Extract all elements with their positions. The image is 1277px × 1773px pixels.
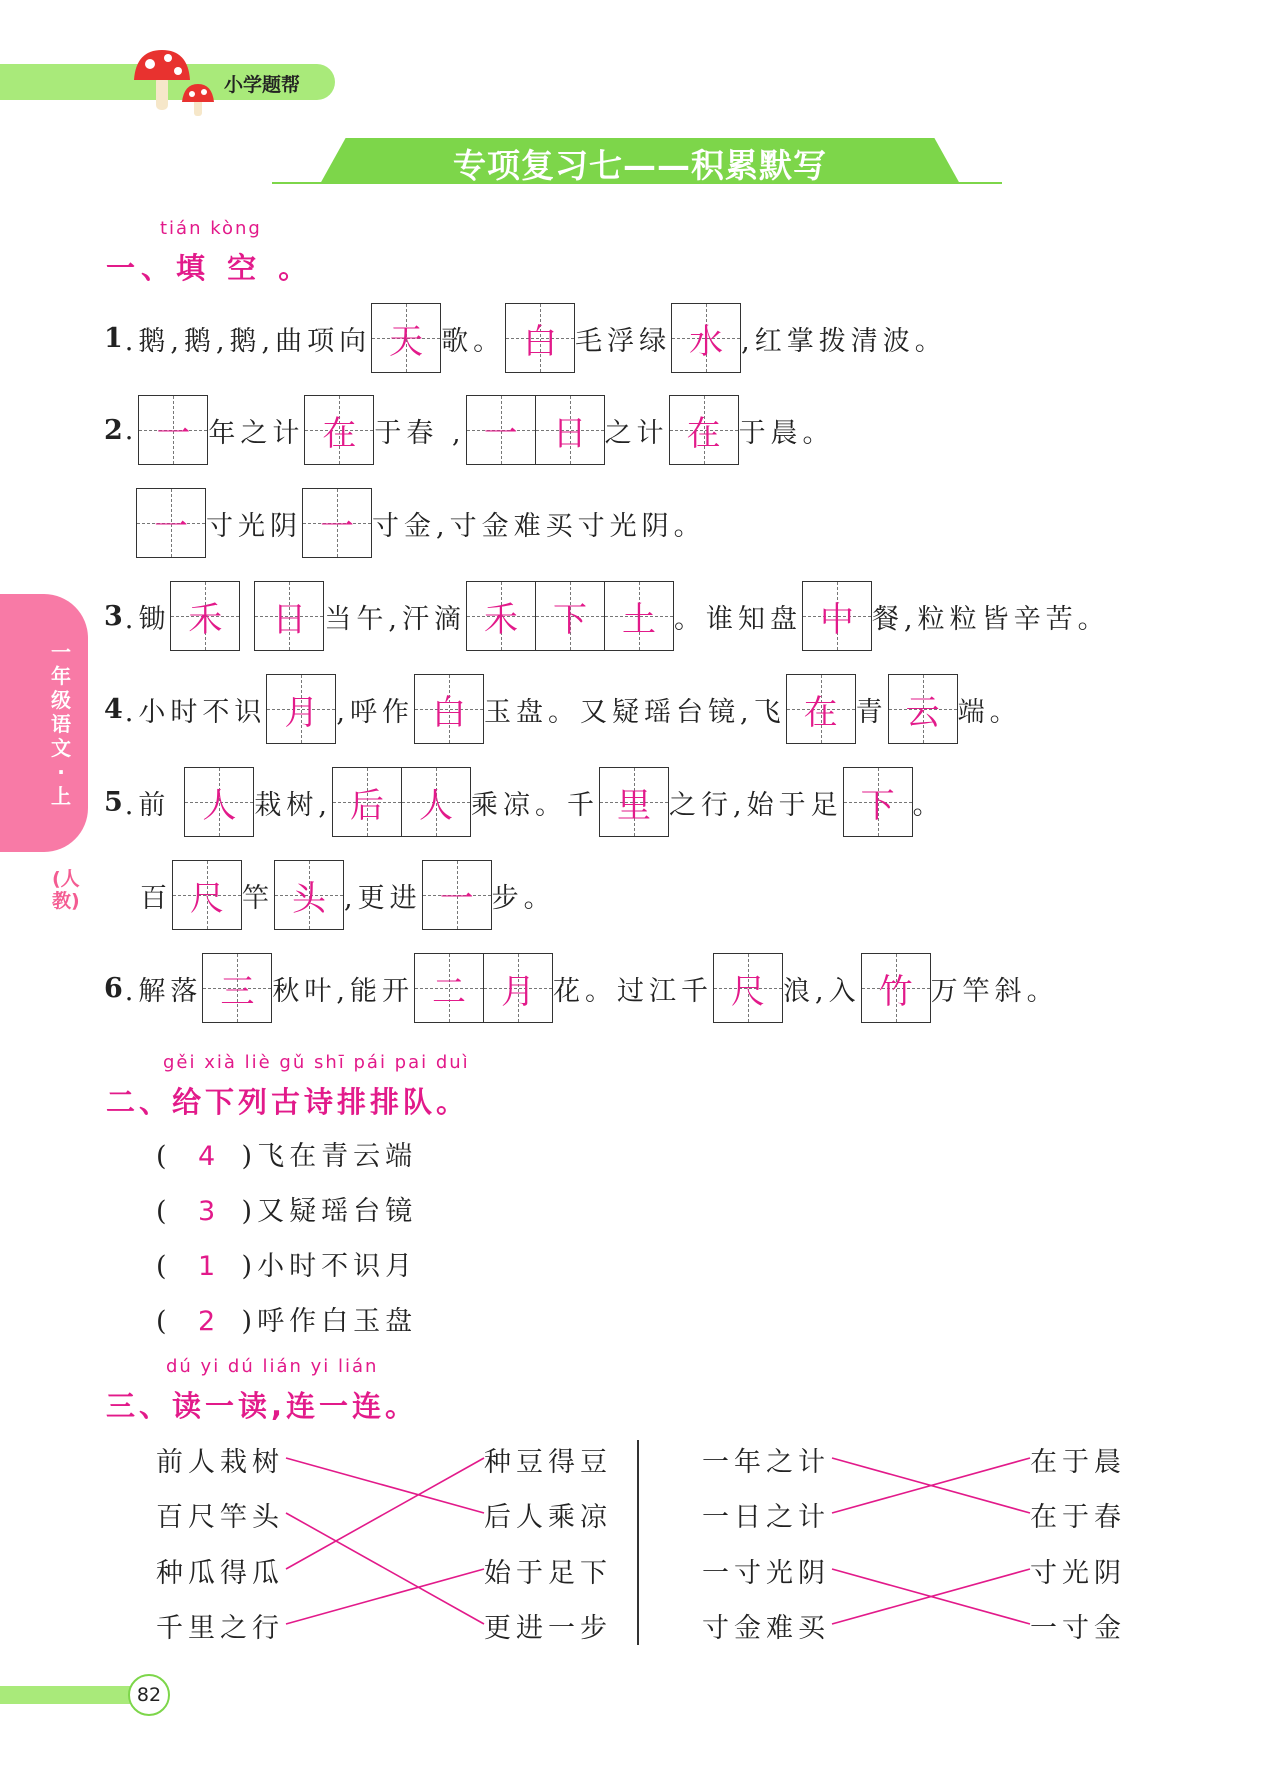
- answer-box[interactable]: 在: [786, 674, 856, 744]
- answer-box[interactable]: 竹: [861, 953, 931, 1023]
- page-title: 专项复习七——积累默写: [453, 146, 827, 185]
- answer-box[interactable]: 下: [535, 581, 605, 651]
- answer-box[interactable]: 尺: [713, 953, 783, 1023]
- match-left-a[interactable]: 前人栽树: [156, 1447, 284, 1478]
- side-tab-edition: (人教): [52, 868, 80, 912]
- answer-box[interactable]: 下: [843, 767, 913, 837]
- match-left-a[interactable]: 千里之行: [156, 1613, 284, 1644]
- answer-box[interactable]: 二: [414, 953, 484, 1023]
- match-right-a[interactable]: 始于足下: [484, 1558, 612, 1589]
- match-right-b[interactable]: 一寸金: [1030, 1613, 1126, 1644]
- section1-heading: 一、填 空 。: [106, 251, 314, 285]
- answer-box[interactable]: 人: [401, 767, 471, 837]
- match-left-b[interactable]: 一年之计: [702, 1447, 830, 1478]
- section2-pinyin: gěi xià liè gǔ shī pái pai duì: [163, 1052, 470, 1073]
- answer-box[interactable]: 一: [138, 395, 208, 465]
- answer-box[interactable]: 三: [202, 953, 272, 1023]
- match-right-a[interactable]: 种豆得豆: [484, 1447, 612, 1478]
- answer-box[interactable]: 一: [466, 395, 536, 465]
- answer-box[interactable]: 中: [802, 581, 872, 651]
- answer-box[interactable]: 人: [184, 767, 254, 837]
- question-3: 3 .锄 禾 日 当午,汗滴 禾 下 土 。谁知盘 中 餐,粒粒皆辛苦。: [104, 580, 1110, 652]
- match-left-b[interactable]: 一寸光阴: [702, 1558, 830, 1589]
- side-tab-grade: 一年级语文·上: [51, 640, 71, 808]
- match-right-a[interactable]: 更进一步: [484, 1613, 612, 1644]
- match-left-a[interactable]: 百尺竿头: [156, 1502, 284, 1533]
- answer-box[interactable]: 在: [669, 395, 739, 465]
- answer-box[interactable]: 一: [302, 488, 372, 558]
- match-line: [286, 1458, 484, 1569]
- order-item: ( 2 )呼作白玉盘: [156, 1306, 418, 1337]
- answer-box[interactable]: 日: [535, 395, 605, 465]
- answer-box[interactable]: 禾: [466, 581, 536, 651]
- question-5: 5 .前 人 栽树, 后 人 乘凉。千 里 之行,始于足 下 。: [104, 766, 945, 838]
- section3-heading: 三、读一读,连一连。: [106, 1389, 419, 1423]
- match-right-b[interactable]: 在于春: [1030, 1502, 1126, 1533]
- answer-box[interactable]: 日: [254, 581, 324, 651]
- order-item: ( 1 )小时不识月: [156, 1251, 418, 1282]
- answer-box[interactable]: 后: [332, 767, 402, 837]
- page-number: 82: [128, 1674, 170, 1716]
- answer-box[interactable]: 在: [304, 395, 374, 465]
- section1-pinyin: tián kòng: [160, 218, 262, 239]
- answer-box[interactable]: 尺: [172, 860, 242, 930]
- answer-box[interactable]: 白: [414, 674, 484, 744]
- match-right-b[interactable]: 在于晨: [1030, 1447, 1126, 1478]
- answer-box[interactable]: 一: [136, 488, 206, 558]
- section3-pinyin: dú yi dú lián yi lián: [166, 1356, 379, 1377]
- question-4: 4 .小时不识 月 ,呼作 白 玉盘。又疑瑶台镜,飞 在 青 云 端。: [104, 673, 1022, 745]
- section2-heading: 二、给下列古诗排排队。: [106, 1085, 470, 1119]
- question-6: 6 .解落 三 秋叶,能开 二 月 花。过江千 尺 浪,入 竹 万竿斜。: [104, 952, 1059, 1024]
- answer-box[interactable]: 水: [671, 303, 741, 373]
- match-left-a[interactable]: 种瓜得瓜: [156, 1558, 284, 1589]
- match-left-b[interactable]: 一日之计: [702, 1502, 830, 1533]
- match-line: [286, 1513, 484, 1624]
- order-item: ( 4 )飞在青云端: [156, 1141, 418, 1172]
- answer-box[interactable]: 禾: [170, 581, 240, 651]
- match-line: [286, 1569, 484, 1624]
- match-line: [286, 1458, 484, 1513]
- order-item: ( 3 )又疑瑶台镜: [156, 1196, 418, 1227]
- answer-box[interactable]: 月: [266, 674, 336, 744]
- answer-box[interactable]: 天: [371, 303, 441, 373]
- match-right-a[interactable]: 后人乘凉: [484, 1502, 612, 1533]
- question-2-line-2: 一 寸光阴 一 寸金,寸金难买寸光阴。: [136, 487, 706, 559]
- answer-box[interactable]: 一: [422, 860, 492, 930]
- question-2: 2 . 一 年之计 在 于春 , 一 日 之计 在 于晨。: [104, 394, 835, 466]
- question-1: 1 .鹅,鹅,鹅,曲项向 天 歌。 白 毛浮绿 水 ,红掌拨清波。: [104, 302, 947, 374]
- question-5-line-2: 百 尺 竿 头 ,更进 一 步。: [140, 859, 556, 931]
- answer-box[interactable]: 头: [274, 860, 344, 930]
- match-left-b[interactable]: 寸金难买: [702, 1613, 830, 1644]
- answer-box[interactable]: 里: [599, 767, 669, 837]
- match-right-b[interactable]: 寸光阴: [1030, 1558, 1126, 1589]
- answer-box[interactable]: 月: [483, 953, 553, 1023]
- answer-box[interactable]: 土: [604, 581, 674, 651]
- answer-box[interactable]: 云: [888, 674, 958, 744]
- logo-text: 小学题帮: [224, 74, 301, 96]
- answer-box[interactable]: 白: [505, 303, 575, 373]
- footer-bar: [0, 1686, 140, 1704]
